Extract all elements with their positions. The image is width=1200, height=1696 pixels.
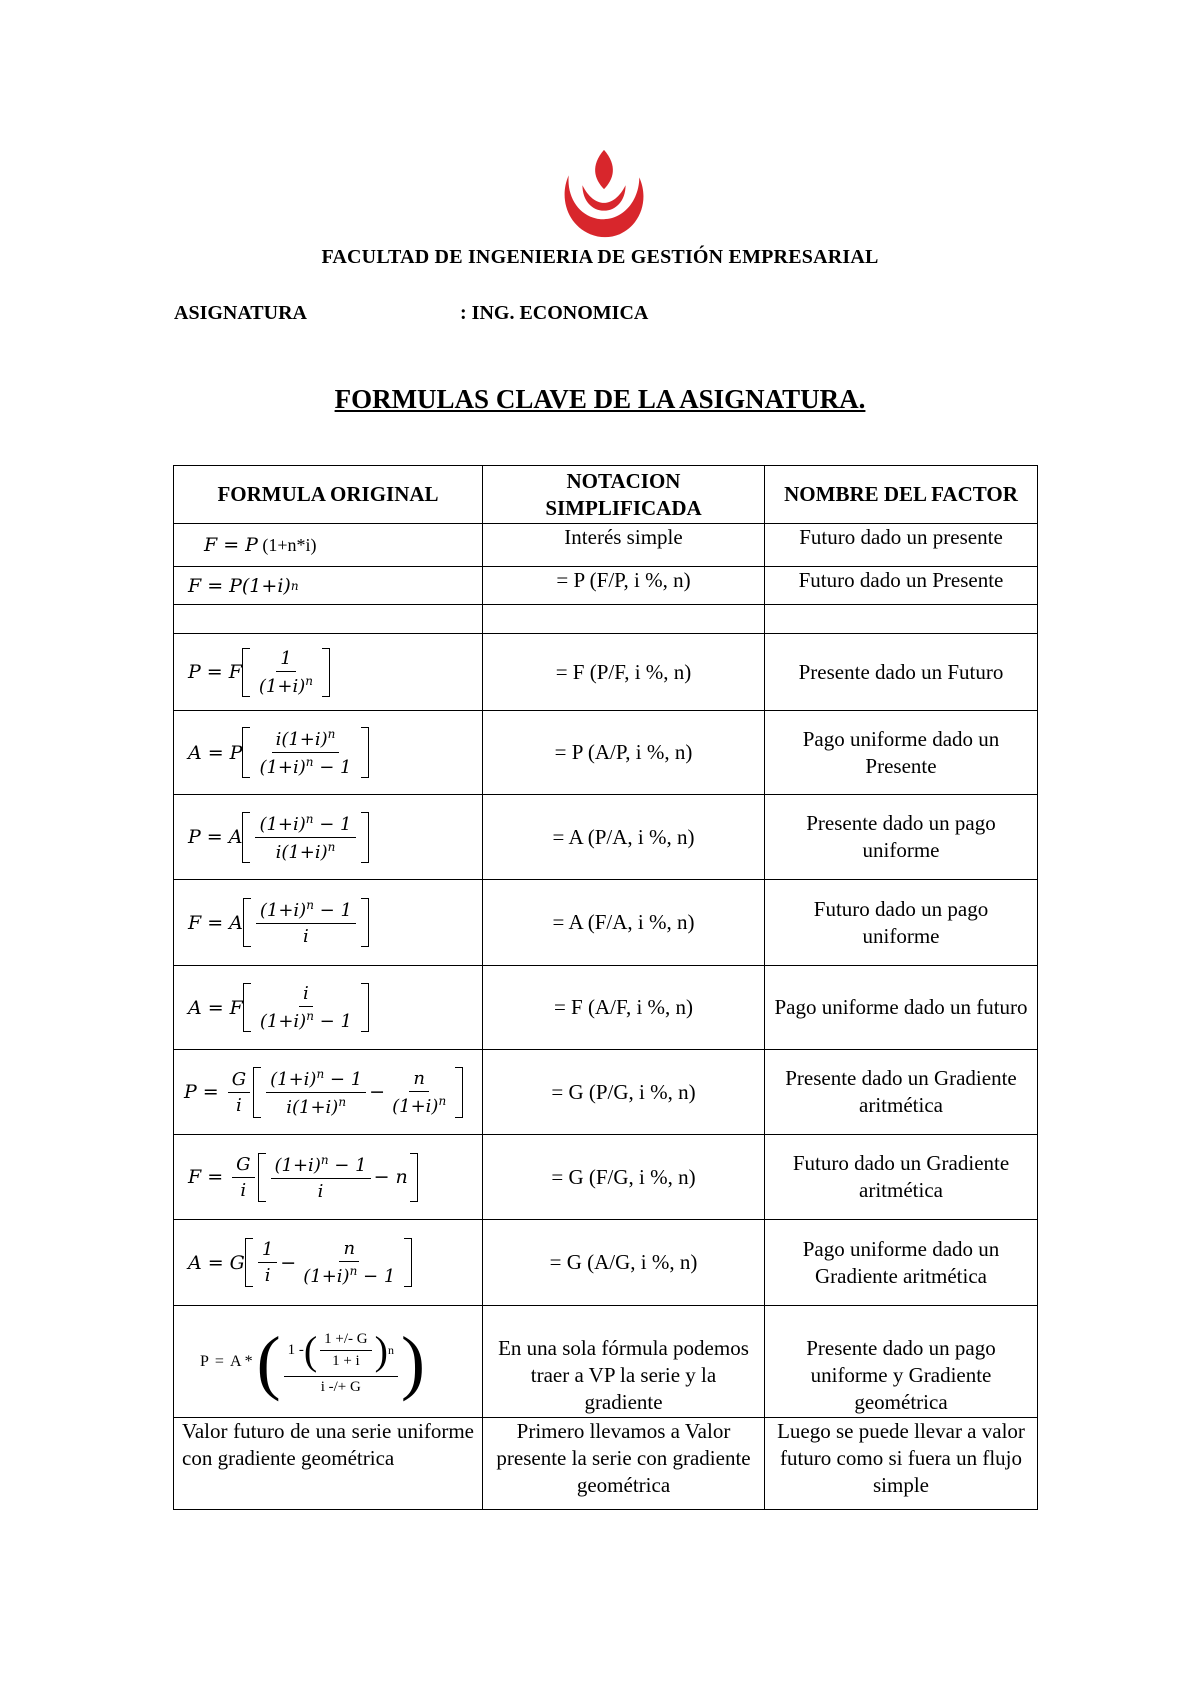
factor-name-cell	[765, 605, 1038, 634]
formula-cell: F = A $\frac{(1+i)^n - 1}{i}$	[174, 880, 483, 966]
formula-cell: A = G $\frac{1}{i}$ − $\frac{n}{(1+i)^n - 1}$	[174, 1220, 483, 1306]
notation-cell	[483, 605, 765, 634]
table-row	[174, 1306, 1038, 1418]
factor-name-cell: Pago uniforme dado un Presente	[765, 711, 1038, 795]
formula-cell: P = $\frac{G}{i}$ $\frac{(1+i)^n - 1}{i(1+i)^n}$ − $\frac{n}{(1+i)^n}$	[174, 1050, 483, 1135]
formula-cell: P = A $\frac{(1+i)^n - 1}{i(1+i)^n}$	[174, 795, 483, 880]
table-row	[174, 567, 1038, 605]
notation-cell: = F (A/F, i %, n)	[483, 966, 765, 1050]
factor-name-cell: Pago uniforme dado un Gradiente aritmética	[765, 1220, 1038, 1306]
header-notation: NOTACION SIMPLIFICADA	[483, 466, 765, 524]
table-row	[174, 1135, 1038, 1220]
table-row	[174, 880, 1038, 966]
document-title: FORMULAS CLAVE DE LA ASIGNATURA.	[334, 384, 866, 414]
factor-name-cell: Presente dado un Futuro	[765, 634, 1038, 711]
faculty-heading: FACULTAD DE INGENIERIA DE GESTIÓN EMPRESARIAL	[321, 246, 879, 268]
table-row	[174, 1418, 1038, 1510]
notation-cell: = P (A/P, i %, n)	[483, 711, 765, 795]
factor-name-cell: Futuro dado un Gradiente aritmética	[765, 1135, 1038, 1220]
factor-name-cell: Presente dado un pago uniforme y Gradiente geométrica	[765, 1306, 1038, 1418]
factor-name-cell: Futuro dado un presente	[765, 524, 1038, 567]
table-row	[174, 795, 1038, 880]
table-row	[174, 524, 1038, 567]
table-header-row	[174, 466, 1038, 524]
table-row	[174, 634, 1038, 711]
factor-name-cell: Presente dado un pago uniforme	[765, 795, 1038, 880]
formula-cell: P = A * ( 1 - ( $\frac{1 +/- G}{1 + i}$ ) n i -/+ G )	[174, 1306, 483, 1418]
formula-cell: F = P (1+n*i)	[174, 524, 483, 567]
formula-cell: P = F $\frac{1}{(1+i)^n}$	[174, 634, 483, 711]
notation-cell: = A (P/A, i %, n)	[483, 795, 765, 880]
table-row	[174, 1050, 1038, 1135]
notation-cell: Interés simple	[483, 524, 765, 567]
notation-cell: Primero llevamos a Valor presente la serie con gradiente geométrica	[483, 1418, 765, 1510]
factor-name-cell: Pago uniforme dado un futuro	[765, 966, 1038, 1050]
header-formula: FORMULA ORIGINAL	[174, 466, 483, 524]
notation-cell: En una sola fórmula podemos traer a VP la serie y la gradiente	[483, 1306, 765, 1418]
formula-cell: A = F $\frac{i}{(1+i)^n - 1}$	[174, 966, 483, 1050]
formula-cell: F = $\frac{G}{i}$ $\frac{(1+i)^n - 1}{i}$ − n	[174, 1135, 483, 1220]
subject-label: ASIGNATURA	[174, 302, 307, 324]
subject-value: : ING. ECONOMICA	[460, 302, 649, 324]
formula-cell: Valor futuro de una serie uniforme con gradiente geométrica	[174, 1418, 483, 1510]
notation-cell: = A (F/A, i %, n)	[483, 880, 765, 966]
formulas-table	[173, 465, 1038, 1510]
notation-cell: = F (P/F, i %, n)	[483, 634, 765, 711]
factor-name-cell: Futuro dado un pago uniforme	[765, 880, 1038, 966]
formula-cell: F = P(1+i) n	[174, 567, 483, 605]
factor-name-cell: Futuro dado un Presente	[765, 567, 1038, 605]
table-row	[174, 711, 1038, 795]
table-row	[174, 966, 1038, 1050]
notation-cell: = G (P/G, i %, n)	[483, 1050, 765, 1135]
notation-cell: = G (F/G, i %, n)	[483, 1135, 765, 1220]
factor-name-cell: Luego se puede llevar a valor futuro como si fuera un flujo simple	[765, 1418, 1038, 1510]
formula-cell	[174, 605, 483, 634]
notation-cell: = G (A/G, i %, n)	[483, 1220, 765, 1306]
formula-cell: A = P $\frac{i(1+i)^n}{(1+i)^n - 1}$	[174, 711, 483, 795]
notation-cell: = P (F/P, i %, n)	[483, 567, 765, 605]
university-logo	[555, 146, 653, 244]
table-row	[174, 1220, 1038, 1306]
header-factor-name: NOMBRE DEL FACTOR	[765, 466, 1038, 524]
table-row-empty	[174, 605, 1038, 634]
factor-name-cell: Presente dado un Gradiente aritmética	[765, 1050, 1038, 1135]
